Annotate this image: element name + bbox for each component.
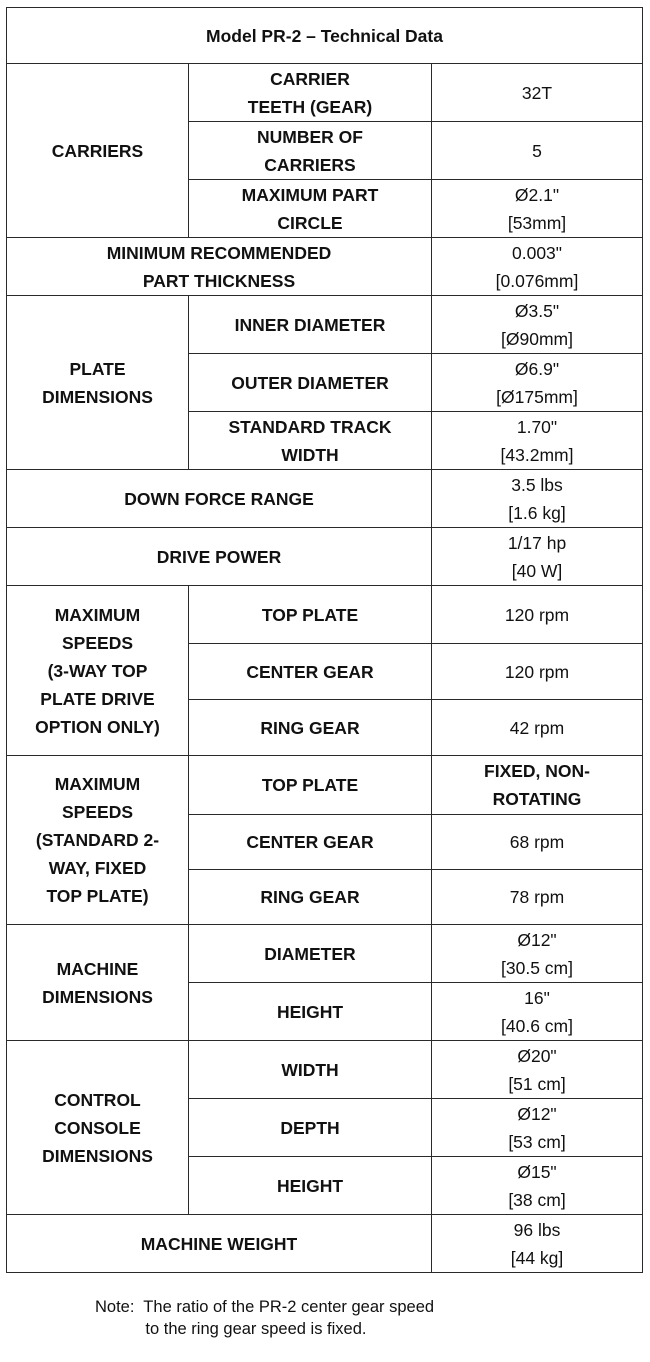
machine-height-value: 16" [40.6 cm]: [432, 983, 643, 1041]
speeds-2way-group-label: MAXIMUM SPEEDS (STANDARD 2- WAY, FIXED TOP PLATE): [7, 756, 189, 925]
number-of-carriers-label: NUMBER OF CARRIERS: [189, 122, 432, 180]
down-force-label: DOWN FORCE RANGE: [7, 470, 432, 528]
down-force-value: 3.5 lbs [1.6 kg]: [432, 470, 643, 528]
min-thickness-value: 0.003" [0.076mm]: [432, 238, 643, 296]
machine-diameter-label: DIAMETER: [189, 925, 432, 983]
console-height-value: Ø15" [38 cm]: [432, 1157, 643, 1215]
speeds-3way-center-gear-label: CENTER GEAR: [189, 644, 432, 700]
speeds-2way-ring-gear-value: 78 rpm: [432, 870, 643, 925]
speeds-2way-top-plate-value: FIXED, NON- ROTATING: [432, 756, 643, 815]
machine-diameter-value: Ø12" [30.5 cm]: [432, 925, 643, 983]
carriers-group-label: CARRIERS: [7, 64, 189, 238]
outer-diameter-label: OUTER DIAMETER: [189, 354, 432, 412]
speeds-3way-group-label: MAXIMUM SPEEDS (3-WAY TOP PLATE DRIVE OPTION ONLY): [7, 586, 189, 756]
carrier-teeth-label: CARRIER TEETH (GEAR): [189, 64, 432, 122]
speeds-3way-top-plate-label: TOP PLATE: [189, 586, 432, 644]
drive-power-label: DRIVE POWER: [7, 528, 432, 586]
table-title: Model PR-2 – Technical Data: [7, 8, 643, 64]
carrier-teeth-value: 32T: [432, 64, 643, 122]
drive-power-value: 1/17 hp [40 W]: [432, 528, 643, 586]
speeds-2way-center-gear-label: CENTER GEAR: [189, 815, 432, 870]
number-of-carriers-value: 5: [432, 122, 643, 180]
track-width-label: STANDARD TRACK WIDTH: [189, 412, 432, 470]
inner-diameter-label: INNER DIAMETER: [189, 296, 432, 354]
speeds-2way-top-plate-label: TOP PLATE: [189, 756, 432, 815]
console-width-label: WIDTH: [189, 1041, 432, 1099]
speeds-3way-ring-gear-label: RING GEAR: [189, 700, 432, 756]
track-width-value: 1.70" [43.2mm]: [432, 412, 643, 470]
machine-weight-label: MACHINE WEIGHT: [7, 1215, 432, 1273]
plate-dimensions-group-label: PLATE DIMENSIONS: [7, 296, 189, 470]
speeds-2way-ring-gear-label: RING GEAR: [189, 870, 432, 925]
console-depth-label: DEPTH: [189, 1099, 432, 1157]
speeds-3way-center-gear-value: 120 rpm: [432, 644, 643, 700]
machine-dimensions-group-label: MACHINE DIMENSIONS: [7, 925, 189, 1041]
inner-diameter-value: Ø3.5" [Ø90mm]: [432, 296, 643, 354]
speeds-2way-center-gear-value: 68 rpm: [432, 815, 643, 870]
speeds-3way-ring-gear-value: 42 rpm: [432, 700, 643, 756]
console-depth-value: Ø12" [53 cm]: [432, 1099, 643, 1157]
max-part-circle-value: Ø2.1" [53mm]: [432, 180, 643, 238]
machine-weight-value: 96 lbs [44 kg]: [432, 1215, 643, 1273]
min-thickness-label: MINIMUM RECOMMENDED PART THICKNESS: [7, 238, 432, 296]
footnote: Note: The ratio of the PR-2 center gear speed to the ring gear speed is fixed.: [95, 1298, 435, 1338]
outer-diameter-value: Ø6.9" [Ø175mm]: [432, 354, 643, 412]
technical-data-table: [6, 7, 643, 1273]
machine-height-label: HEIGHT: [189, 983, 432, 1041]
console-width-value: Ø20" [51 cm]: [432, 1041, 643, 1099]
max-part-circle-label: MAXIMUM PART CIRCLE: [189, 180, 432, 238]
speeds-3way-top-plate-value: 120 rpm: [432, 586, 643, 644]
console-height-label: HEIGHT: [189, 1157, 432, 1215]
console-dimensions-group-label: CONTROL CONSOLE DIMENSIONS: [7, 1041, 189, 1215]
